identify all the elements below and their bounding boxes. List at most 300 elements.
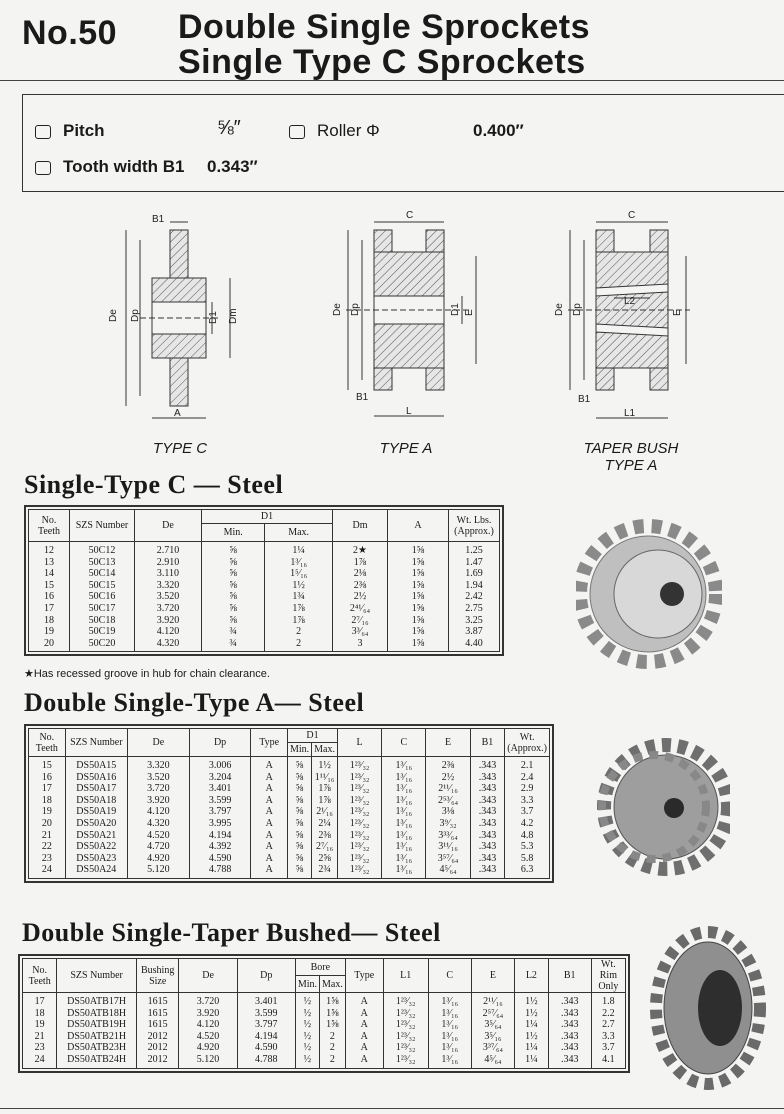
table-row [29,864,550,878]
label-de: De [332,303,343,316]
label-dm: Dm [228,308,239,324]
table-cell: 3.401 [189,783,251,795]
th-wt: Wt. Rim Only [591,959,625,993]
table-row [29,757,550,772]
sprocket-taper-photo [646,924,766,1092]
table-cell: 2012 [136,1031,179,1043]
table-cell: .343 [470,783,505,795]
table-cell: 2012 [136,1054,179,1068]
table-cell: 1³⁄₁₆ [428,1054,471,1068]
sprocket-image [602,745,728,869]
table-cell: 3.3 [591,1031,625,1043]
table-cell: 1615 [136,993,179,1008]
th-l: L [337,729,381,757]
tooth-width-value: 0.343″ [207,157,258,176]
table-cell: ⅝ [287,841,311,853]
taper-caption-line2: TYPE A [604,457,658,474]
table-cell: 1²³⁄₃₂ [337,841,381,853]
taper-bush-caption [566,440,696,474]
table-row [29,830,550,842]
table-cell: 3.401 [237,993,295,1008]
table-cell: ½ [295,1031,319,1043]
table-cell: A [345,993,383,1008]
table-cell: 1⅞ [312,783,338,795]
table-cell: 2.1 [505,757,550,772]
table-cell: 1²³⁄₃₂ [383,1042,428,1054]
table-cell: 1⅞ [265,615,333,627]
table-cell: A [345,1008,383,1020]
table-cell: 2.75 [449,603,500,615]
table-cell: 1³⁄₁₆ [382,806,426,818]
table-cell: .343 [470,818,505,830]
table-cell: 15 [29,757,66,772]
table-cell: .343 [470,795,505,807]
th-dp: Dp [189,729,251,757]
table-taper [22,958,626,1069]
section-title-type-a: Double Single-Type A— Steel [24,688,365,717]
table-cell: 18 [23,1008,57,1020]
table-cell: 1615 [136,1008,179,1020]
type-a-drawing [346,222,476,416]
table-row [29,638,500,652]
table-cell: 4.8 [505,830,550,842]
table-cell: 2¹¹⁄₁₆ [471,993,514,1008]
table-cell: 3.720 [179,993,237,1008]
table-cell: DS50ATB23H [57,1042,137,1054]
table-cell: .343 [470,841,505,853]
table-cell: ⅝ [287,795,311,807]
table-cell: 4.2 [505,818,550,830]
pitch-spec [35,121,105,141]
table-cell: 3.720 [135,603,202,615]
checkbox-icon [289,125,305,139]
table-cell: 5.120 [179,1054,237,1068]
taper-caption-line1: TAPER BUSH [583,440,679,457]
table-cell: 20 [29,638,70,652]
table-row [29,568,500,580]
table-type-c [28,509,500,652]
table-row [29,580,500,592]
table-cell: 1.25 [449,542,500,557]
label-de: De [554,303,565,316]
page-title [178,10,590,80]
table-cell: 2⅜ [426,757,470,772]
table-cell: 1.8 [591,993,625,1008]
table-cell: 3.110 [135,568,202,580]
label-dp: Dp [572,303,583,316]
table-cell: 24 [23,1054,57,1068]
table-cell: 50C15 [70,580,135,592]
table-cell: 2⁷⁄₁₆ [312,841,338,853]
header-divider [0,80,784,81]
table-cell: 21 [29,830,66,842]
table-cell: 1⅝ [388,557,449,569]
table-cell: 2⁷⁄₁₆ [333,615,388,627]
table-cell: DS50A20 [65,818,127,830]
table-cell: 3.720 [127,783,189,795]
table-cell: 3.520 [135,591,202,603]
table-cell: 2¹⁄₁₆ [312,806,338,818]
table-cell: 1⅝ [388,568,449,580]
table-cell: A [251,830,288,842]
table-cell: 2⅝ [312,853,338,865]
table-type-c-body [29,542,500,652]
table-cell: ⅝ [202,591,265,603]
table-cell: 2.9 [505,783,550,795]
table-cell: DS50A16 [65,772,127,784]
table-cell: A [345,1019,383,1031]
table-cell: DS50A18 [65,795,127,807]
label-d1: D1 [450,303,461,316]
table-cell: 50C14 [70,568,135,580]
table-cell: 4.920 [179,1042,237,1054]
table-cell: 1³⁄₁₆ [265,557,333,569]
th-bore-max: Max. [319,976,345,993]
table-cell: DS50ATB24H [57,1054,137,1068]
pitch-value: ⅝″ [217,117,241,139]
table-cell: 1½ [515,1031,549,1043]
table-cell: 2★ [333,542,388,557]
table-cell: 22 [29,841,66,853]
table-cell: 3¹¹⁄₁₆ [426,841,470,853]
table-cell: ¾ [202,638,265,652]
table-cell: 2 [319,1042,345,1054]
th-b1: B1 [470,729,505,757]
table-row [23,1019,626,1031]
title-line-1: Double Single Sprockets [178,8,591,46]
sprocket-drawings [0,200,784,470]
label-l: L [406,406,412,417]
table-cell: 5.3 [505,841,550,853]
th-d1: D1 [287,729,337,743]
table-cell: .343 [470,864,505,878]
table-cell: 1½ [312,757,338,772]
section-title-taper: Double Single-Taper Bushed— Steel [22,918,441,947]
th-l2: L2 [515,959,549,993]
th-wt: Wt. (Approx.) [505,729,550,757]
table-cell: .343 [470,806,505,818]
table-cell: 1¹¹⁄₁₆ [312,772,338,784]
table-row [23,1054,626,1068]
table-cell: 1⅝ [388,580,449,592]
table-row [29,806,550,818]
tooth-width-label: Tooth width B1 [63,157,185,176]
roller-label: Roller Φ [317,121,380,140]
table-cell: 3.920 [179,1008,237,1020]
table-cell: 1²³⁄₃₂ [337,830,381,842]
table-cell: 4.320 [135,638,202,652]
table-cell: A [251,841,288,853]
table-row [29,557,500,569]
table-cell: 5.120 [127,864,189,878]
table-cell: DS50A19 [65,806,127,818]
tooth-width-spec [35,157,185,177]
table-cell: DS50ATB19H [57,1019,137,1031]
table-taper-body [23,993,626,1069]
table-taper-frame [18,954,630,1073]
th-de: De [127,729,189,757]
th-bore-min: Min. [295,976,319,993]
table-cell: 4⁵⁄₆₄ [471,1054,514,1068]
table-row [29,542,500,557]
table-cell: 50C13 [70,557,135,569]
table-cell: 2½ [333,591,388,603]
label-d1: D1 [208,311,219,324]
th-dp: Dp [237,959,295,993]
table-cell: DS50ATB17H [57,993,137,1008]
table-cell: 2012 [136,1042,179,1054]
table-cell: 1²³⁄₃₂ [337,795,381,807]
section-title-type-c: Single-Type C — Steel [24,470,284,499]
label-b1: B1 [152,214,165,225]
th-e: E [426,729,470,757]
table-cell: 2⁵⁷⁄₆₄ [471,1008,514,1020]
label-de: De [108,309,119,322]
table-cell: ⅝ [287,757,311,772]
table-cell: 2.910 [135,557,202,569]
table-cell: 15 [29,580,70,592]
table-cell: .343 [548,1042,591,1054]
table-cell: 3.006 [189,757,251,772]
label-a: A [174,408,181,419]
table-cell: 1⅞ [312,795,338,807]
th-wt: Wt. Lbs. (Approx.) [449,510,500,542]
table-cell: 1³⁄₁₆ [382,841,426,853]
checkbox-icon [35,161,51,175]
table-cell: 1¼ [515,1042,549,1054]
table-cell: 4.720 [127,841,189,853]
table-cell: DS50ATB21H [57,1031,137,1043]
th-d1-min: Min. [287,743,311,757]
table-row [29,783,550,795]
table-cell: 4.194 [189,830,251,842]
table-row [23,1008,626,1020]
table-row [29,818,550,830]
table-cell: A [251,806,288,818]
table-cell: 3.797 [189,806,251,818]
table-cell: ⅝ [202,603,265,615]
sprocket-type-c-photo [576,518,722,670]
table-cell: 1²³⁄₃₂ [337,772,381,784]
table-cell: 2.42 [449,591,500,603]
sprocket-image [580,526,716,662]
table-row [23,1042,626,1054]
table-cell: 4.120 [127,806,189,818]
table-cell: 1⅞ [333,557,388,569]
table-cell: 50C19 [70,626,135,638]
th-d1-max: Max. [312,743,338,757]
table-cell: 3.320 [127,757,189,772]
table-cell: 1615 [136,1019,179,1031]
table-cell: ⅝ [287,864,311,878]
table-cell: 1³⁄₁₆ [382,864,426,878]
table-cell: 3.995 [189,818,251,830]
th-e: E [471,959,514,993]
table-cell: .343 [470,853,505,865]
th-c: C [382,729,426,757]
table-cell: 3.25 [449,615,500,627]
table-cell: 2⅜ [333,580,388,592]
table-cell: 1³⁄₁₆ [382,795,426,807]
table-cell: .343 [470,757,505,772]
table-cell: 1²³⁄₃₂ [383,1019,428,1031]
table-cell: 3.7 [591,1042,625,1054]
table-cell: .343 [548,1054,591,1068]
footer-divider [0,1108,784,1109]
table-cell: 1⅝ [388,615,449,627]
table-cell: 4.320 [127,818,189,830]
table-cell: 1²³⁄₃₂ [383,1031,428,1043]
table-cell: DS50A22 [65,841,127,853]
th-de: De [135,510,202,542]
table-cell: 3⅛ [426,806,470,818]
table-cell: 2 [265,638,333,652]
label-e: E [672,309,683,316]
table-cell: ½ [295,1008,319,1020]
table-cell: 1½ [515,1008,549,1020]
spec-box [22,94,784,192]
table-cell: 21 [23,1031,57,1043]
table-cell: 50C12 [70,542,135,557]
table-cell: 19 [23,1019,57,1031]
table-row [23,1031,626,1043]
table-cell: 18 [29,795,66,807]
table-cell: ⅝ [202,557,265,569]
th-c: C [428,959,471,993]
table-type-a [28,728,550,879]
table-cell: ½ [295,993,319,1008]
table-cell: A [345,1054,383,1068]
table-cell: 3⁵⁄₁₆ [471,1031,514,1043]
roller-spec [289,121,380,141]
table-cell: 4.520 [179,1031,237,1043]
table-cell: 18 [29,615,70,627]
table-cell: 4.520 [127,830,189,842]
table-cell: 4.788 [237,1054,295,1068]
table-cell: 1¾ [265,591,333,603]
table-row [29,591,500,603]
table-cell: 17 [23,993,57,1008]
table-row [29,626,500,638]
table-cell: ⅝ [202,542,265,557]
table-row [23,993,626,1008]
table-cell: 3.87 [449,626,500,638]
table-cell: ⅝ [287,853,311,865]
table-cell: 1²³⁄₃₂ [337,783,381,795]
table-cell: 2 [265,626,333,638]
pitch-label: Pitch [63,121,105,140]
table-row [29,603,500,615]
table-cell: 3.7 [505,806,550,818]
table-cell: A [345,1042,383,1054]
table-cell: .343 [470,772,505,784]
table-cell: 1¼ [265,542,333,557]
table-cell: 16 [29,772,66,784]
label-b1: B1 [356,392,369,403]
table-cell: 4.194 [237,1031,295,1043]
table-cell: 17 [29,783,66,795]
table-cell: A [251,818,288,830]
label-l2: L2 [624,296,636,307]
table-cell: 50C20 [70,638,135,652]
table-cell: ½ [295,1054,319,1068]
table-cell: 5.8 [505,853,550,865]
table-cell: 20 [29,818,66,830]
table-cell: ⅝ [287,783,311,795]
table-cell: 2⅜ [312,830,338,842]
table-row [29,615,500,627]
table-cell: 50C18 [70,615,135,627]
table-cell: 1²³⁄₃₂ [383,993,428,1008]
table-cell: ⅝ [202,580,265,592]
table-cell: 1³⁄₁₆ [428,1042,471,1054]
th-no-teeth: No. Teeth [29,510,70,542]
table-cell: 4.120 [179,1019,237,1031]
table-cell: ⅝ [287,830,311,842]
table-cell: 3³⁄₆₄ [333,626,388,638]
table-cell: 1⅝ [388,542,449,557]
table-cell: 13 [29,557,70,569]
table-cell: 17 [29,603,70,615]
table-cell: 4.1 [591,1054,625,1068]
table-cell: 2⅛ [333,568,388,580]
table-cell: A [251,783,288,795]
table-cell: ½ [295,1019,319,1031]
table-cell: 1½ [265,580,333,592]
table-cell: 2.4 [505,772,550,784]
roller-value: 0.400″ [473,121,524,140]
th-d1-max: Max. [265,524,333,542]
table-cell: 50C17 [70,603,135,615]
checkbox-icon [35,125,51,139]
table-cell: A [251,772,288,784]
table-cell: 1.47 [449,557,500,569]
th-d1: D1 [202,510,333,524]
table-cell: 23 [23,1042,57,1054]
th-szs: SZS Number [70,510,135,542]
th-szs: SZS Number [57,959,137,993]
table-cell: 1.69 [449,568,500,580]
table-cell: 3.599 [237,1008,295,1020]
table-cell: 1³⁄₁₆ [382,772,426,784]
table-cell: 2⁴¹⁄₆₄ [333,603,388,615]
table-cell: 12 [29,542,70,557]
label-dp: Dp [350,303,361,316]
sprocket-image [656,932,760,1084]
table-cell: ¾ [202,626,265,638]
table-cell: 3³³⁄₆₄ [426,830,470,842]
type-a-caption: TYPE A [379,440,433,457]
table-cell: 3⁹⁄₃₂ [426,818,470,830]
th-l1: L1 [383,959,428,993]
table-cell: .343 [548,1019,591,1031]
table-cell: 3.520 [127,772,189,784]
table-row [29,772,550,784]
table-cell: 1²³⁄₃₂ [337,757,381,772]
table-cell: 2½ [426,772,470,784]
table-cell: 2¹¹⁄₁₆ [426,783,470,795]
table-cell: 1³⁄₁₆ [382,757,426,772]
th-type: Type [251,729,288,757]
table-row [29,795,550,807]
table-type-a-frame [24,724,554,883]
table-cell: A [251,853,288,865]
table-cell: 3⁵⁄₆₄ [471,1019,514,1031]
table-cell: A [345,1031,383,1043]
table-cell: 1³⁄₁₆ [428,1031,471,1043]
label-b1: B1 [578,394,591,405]
table-cell: 1⁵⁄₁₆ [265,568,333,580]
